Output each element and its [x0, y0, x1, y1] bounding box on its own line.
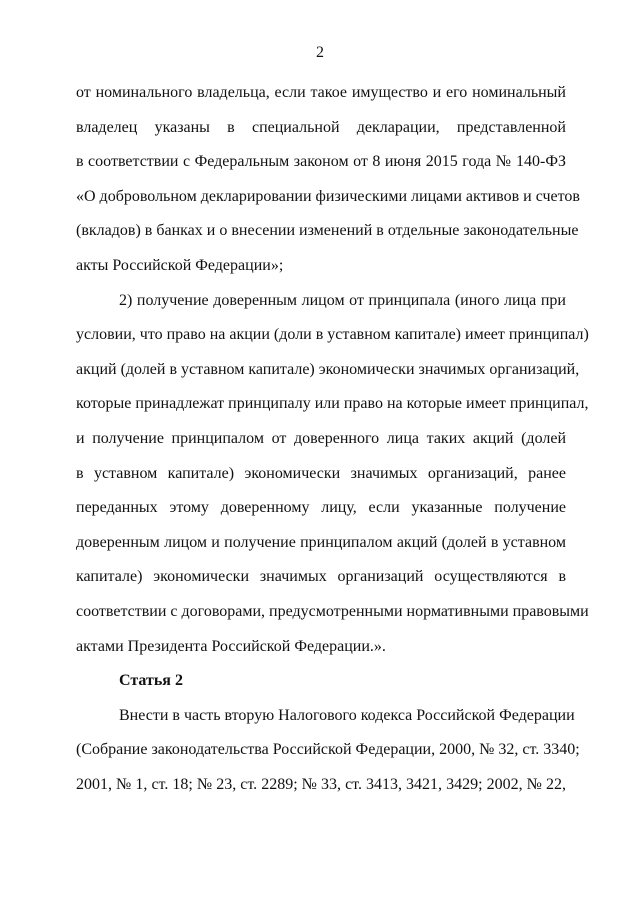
text-line: акций (долей в уставном капитале) экономически значимых организаций, [76, 360, 580, 378]
text-line: переданных этому доверенному лицу, если указанные получение [76, 499, 566, 517]
text-line: актами Президента Российской Федерации.». [76, 637, 386, 655]
text-line: условии, что право на акции (доли в уставном капитале) имеет принципал) [76, 326, 589, 344]
text-line: которые принадлежат принципалу или право на которые имеет принципал, [76, 395, 589, 413]
paragraph-first-line: 2) получение доверенным лицом от принципала (иного лица при [119, 291, 566, 309]
page-number: 2 [316, 44, 324, 61]
text-line: в уставном капитале) экономически значимых организаций, ранее [76, 464, 566, 482]
text-line: владелец указаны в специальной декларации, представленной [76, 118, 566, 136]
text-line: 2001, № 1, ст. 18; № 23, ст. 2289; № 33, ст. 3413, 3421, 3429; 2002, № 22, [76, 775, 566, 793]
text-line: доверенным лицом и получение принципалом акций (долей в уставном [76, 533, 566, 551]
text-line: акты Российской Федерации»; [76, 256, 284, 274]
text-line: «О добровольном декларировании физическими лицами активов и счетов [76, 187, 580, 205]
text-line: (вкладов) в банках и о внесении изменений в отдельные законодательные [76, 222, 579, 240]
article-heading: Статья 2 [119, 672, 183, 690]
text-line: и получение принципалом от доверенного лица таких акций (долей [76, 429, 566, 447]
paragraph-first-line: Внести в часть вторую Налогового кодекса Российской Федерации [119, 706, 575, 724]
text-line: соответствии с договорами, предусмотренными нормативными правовыми [76, 602, 589, 620]
text-line: от номинального владельца, если такое имущество и его номинальный [76, 84, 566, 101]
text-line: капитале) экономически значимых организаций осуществляются в [76, 568, 566, 586]
document-body [76, 80, 589, 806]
text-line: в соответствии с Федеральным законом от 8 июня 2015 года № 140-ФЗ [76, 153, 566, 171]
text-line: (Собрание законодательства Российской Федерации, 2000, № 32, ст. 3340; [76, 741, 580, 759]
